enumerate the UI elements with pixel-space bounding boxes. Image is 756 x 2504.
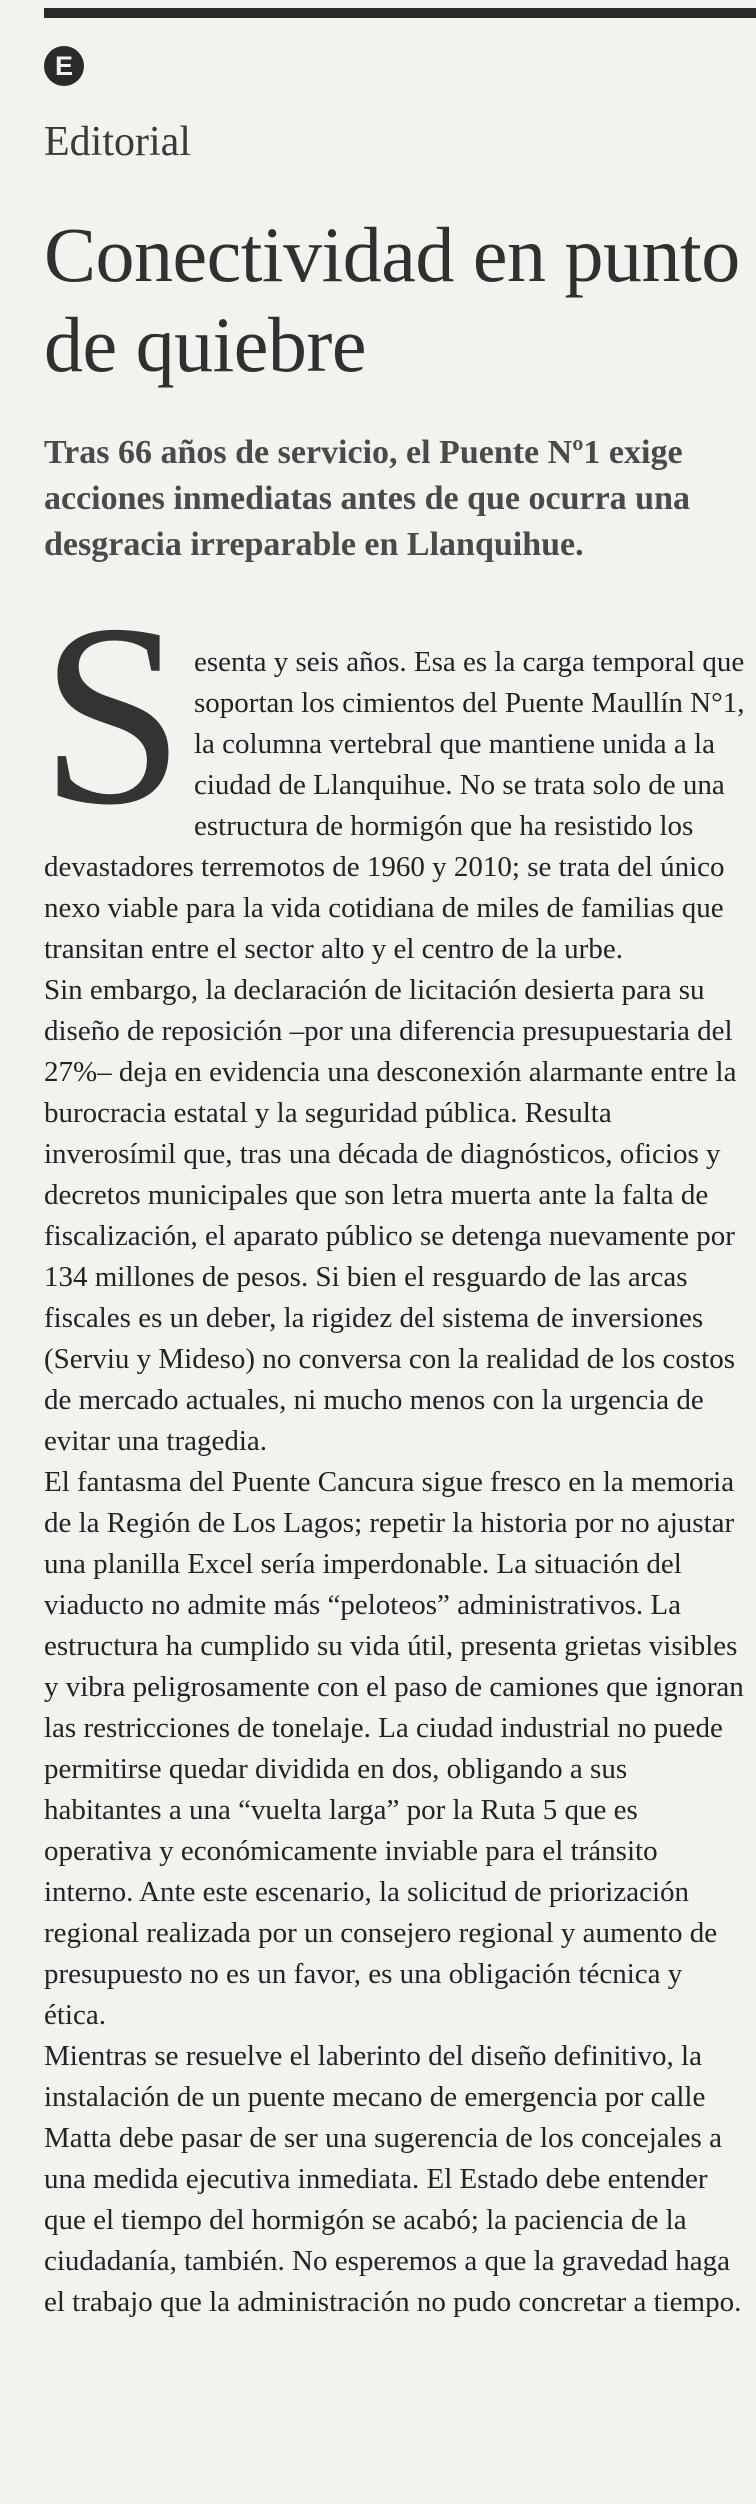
section-label: Editorial: [44, 119, 191, 165]
paragraph-2: Sin embargo, la declaración de licitación desierta para su diseño de reposición –por una diferencia presupuestaria del 27%– deja en evidencia una desconexión alarmante entre la burocracia estatal y la seguridad pública. Resulta inverosímil que, tras una década de diagnósticos, oficios y decretos municipales que son letra muerta ante la falta de fiscalización, el aparato público se detenga nuevamente por 134 millones de pesos. Si bien el resguardo de las arcas fiscales es un deber, la rigidez del sistema de inversiones (Serviu y Mideso) no conversa con la realidad de los costos de mercado actuales, ni mucho menos con la urgencia de evitar una tragedia.: [44, 974, 737, 1457]
paragraph-1: esenta y seis años. Esa es la carga temporal que soportan los cimientos del Puente Maullín N°1, la columna vertebral que mantiene unida a la ciudad de Llanquihue. No se trata solo de una estructura de hormigón que ha resistido los devastadores terremotos de 1960 y 2010; se trata del único nexo viable para la vida cotidiana de miles de familias que transitan entre el sector alto y el centro de la urbe.: [44, 646, 745, 965]
drop-cap: S: [40, 571, 185, 859]
badge-letter: E: [54, 51, 73, 81]
article-title: Conectividad en punto de quiebre: [44, 211, 740, 388]
drop-cap-space: [44, 642, 194, 847]
article-body: [44, 642, 746, 2323]
top-rule: [44, 8, 756, 18]
paragraph-4: Mientras se resuelve el laberinto del diseño definitivo, la instalación de un puente mecano de emergencia por calle Matta debe pasar de ser una sugerencia de los concejales a una medida ejecutiva inmediata. El Estado debe entender que el tiempo del hormigón se acabó; la paciencia de la ciudadanía, también. No esperemos a que la gravedad haga el trabajo que la administración no pudo concretar a tiempo.: [44, 2040, 742, 2318]
editorial-badge-icon: [44, 46, 84, 86]
article-subtitle: Tras 66 años de servicio, el Puente Nº1 exige acciones inmediatas antes de que ocurra una desgracia irreparable en Llanquihue.: [44, 434, 690, 563]
paragraph-3: El fantasma del Puente Cancura sigue fresco en la memoria de la Región de Los Lagos; repetir la historia por no ajustar una planilla Excel sería imperdonable. La situación del viaducto no admite más “peloteos” administrativos. La estructura ha cumplido su vida útil, presenta grietas visibles y vibra peligrosamente con el paso de camiones que ignoran las restricciones de tonelaje. La ciudad industrial no puede permitirse quedar dividida en dos, obligando a sus habitantes a una “vuelta larga” por la Ruta 5 que es operativa y económicamente inviable para el tránsito interno. Ante este escenario, la solicitud de priorización regional realizada por un consejero regional y aumento de presupuesto no es un favor, es una obligación técnica y ética.: [44, 1466, 744, 2031]
